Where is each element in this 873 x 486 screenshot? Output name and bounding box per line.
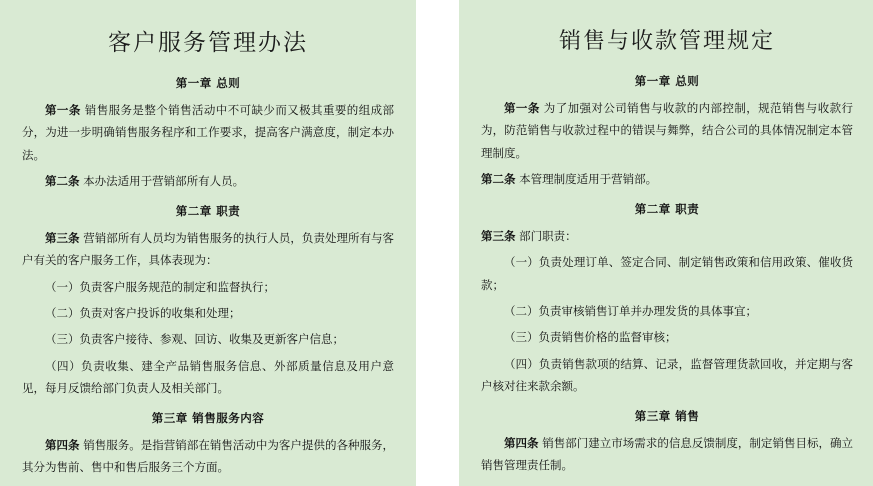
list-item: （二）负责对客户投诉的收集和处理； bbox=[45, 305, 241, 320]
clause-label: 第一条 bbox=[45, 103, 81, 117]
clause-text: 本办法适用于营销部所有人员。 bbox=[79, 174, 245, 189]
left-document-title: 客户服务管理办法 bbox=[108, 30, 308, 56]
paragraph bbox=[481, 432, 853, 477]
paragraph bbox=[22, 434, 394, 479]
list-item: （四）负责收集、建全产品销售服务信息、外部质量信息及用户意见，每月反馈给部门负责人及相关部门。 bbox=[22, 358, 394, 396]
clause-text: 销售服务是整个销售活动中不可缺少而又极其重要的组成部分，为进一步明确销售服务程序和工作要求，提高客户满意度，制定本办法。 bbox=[22, 103, 395, 162]
paragraph bbox=[22, 227, 394, 272]
section-heading: 第二章 职责 bbox=[634, 201, 700, 216]
list-item: （二）负责审核销售订单并办理发货的具体事宜； bbox=[504, 303, 757, 318]
paragraph bbox=[22, 170, 394, 192]
paragraph bbox=[481, 97, 853, 164]
clause-text: 销售服务。是指营销部在销售活动中为客户提供的各种服务，其分为售前、售中和售后服务三个方面。 bbox=[22, 437, 395, 475]
section-heading: 第二章 职责 bbox=[175, 203, 241, 218]
clause-label: 第一条 bbox=[504, 101, 540, 115]
clause-label: 第四条 bbox=[504, 435, 539, 450]
left-document-body bbox=[22, 75, 394, 478]
clause-text: 本管理制度适用于营销部。 bbox=[515, 172, 658, 187]
clause-text: 销售部门建立市场需求的信息反馈制度，制定销售目标，确立销售管理责任制。 bbox=[481, 435, 854, 473]
section-heading: 第三章 销售服务内容 bbox=[151, 410, 265, 425]
list-item: （四）负责销售款项的结算、记录，监督管理货款回收，并定期与客户核对往来款余额。 bbox=[481, 356, 853, 394]
clause-text: 营销部所有人员均为销售服务的执行人员，负责处理所有与客户有关的客户服务工作，具体表现为： bbox=[22, 230, 395, 268]
paragraph bbox=[481, 168, 853, 190]
list-item: （一）负责客户服务规范的制定和监督执行； bbox=[45, 279, 275, 294]
right-document-page bbox=[459, 0, 873, 486]
section-heading: 第三章 销售 bbox=[634, 408, 700, 423]
clause-text: 为了加强对公司销售与收款的内部控制，规范销售与收款行为，防范销售与收款过程中的错误与舞弊，结合公司的具体情况制定本管理制度。 bbox=[481, 101, 854, 160]
list-item: （三）负责销售价格的监督审核； bbox=[504, 330, 677, 345]
paragraph bbox=[22, 99, 394, 166]
paragraph bbox=[481, 225, 853, 247]
clause-label: 第二条 bbox=[45, 174, 80, 189]
clause-label: 第四条 bbox=[45, 437, 80, 452]
clause-label: 第三条 bbox=[45, 230, 80, 245]
clause-label: 第三条 bbox=[481, 228, 516, 243]
left-document-page bbox=[0, 0, 416, 486]
list-item: （三）负责客户接待、参观、回访、收集及更新客户信息； bbox=[45, 332, 344, 347]
clause-label: 第二条 bbox=[481, 172, 516, 187]
section-heading: 第一章 总则 bbox=[175, 76, 241, 90]
section-heading: 第一章 总则 bbox=[634, 74, 700, 88]
right-document-body bbox=[481, 73, 853, 476]
list-item: （一）负责处理订单、签定合同、制定销售政策和信用政策、催收货款； bbox=[481, 255, 853, 292]
right-document-title: 销售与收款管理规定 bbox=[558, 29, 775, 54]
clause-text: 部门职责： bbox=[515, 228, 577, 243]
